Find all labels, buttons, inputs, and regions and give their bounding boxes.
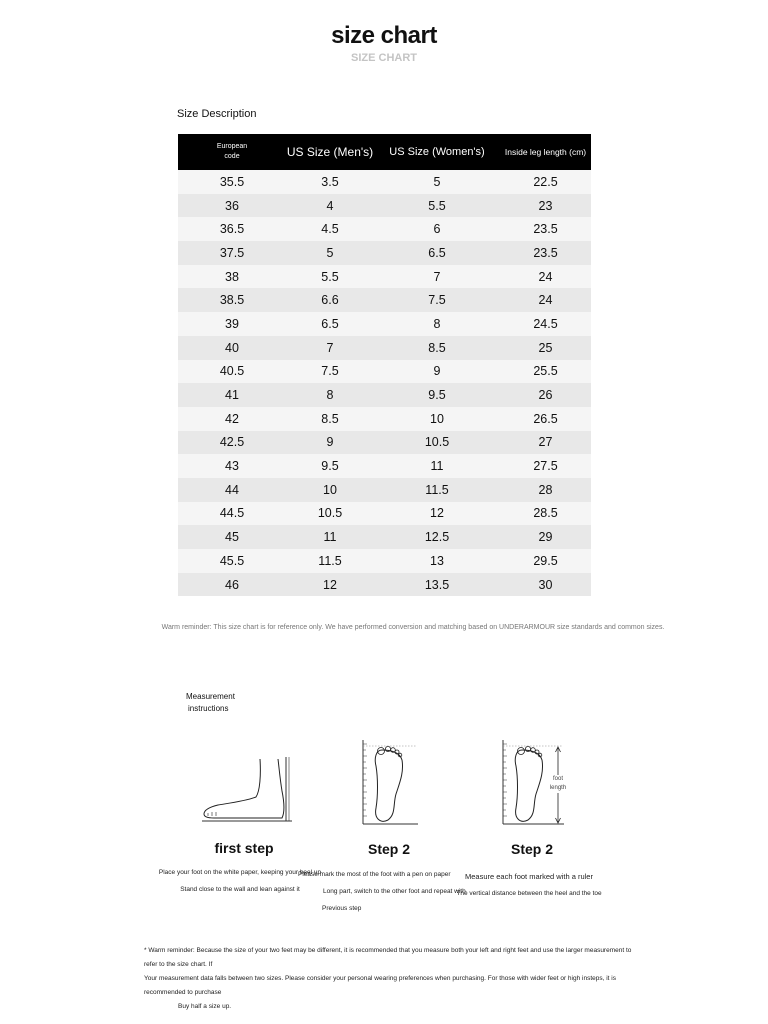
cell-leg-length: 29.5 bbox=[500, 549, 591, 573]
cell-european-code: 35.5 bbox=[178, 170, 286, 194]
header-us-men: US Size (Men's) bbox=[286, 134, 374, 170]
note-line1: * Warm reminder: Because the size of your two feet may be different, it is recommended that you measure both your left and right feet and use the larger measurement to refer to the size chart. If bbox=[144, 947, 632, 968]
cell-european-code: 36 bbox=[178, 194, 286, 218]
table-row bbox=[178, 383, 591, 407]
foot-length-label bbox=[545, 775, 571, 793]
cell-leg-length: 27 bbox=[500, 431, 591, 455]
cell-leg-length: 26.5 bbox=[500, 407, 591, 431]
table-row bbox=[178, 336, 591, 360]
cell-leg-length: 30 bbox=[500, 573, 591, 597]
table-row bbox=[178, 549, 591, 573]
cell-us-women: 10.5 bbox=[374, 431, 500, 455]
table-row bbox=[178, 525, 591, 549]
cell-leg-length: 22.5 bbox=[500, 170, 591, 194]
table-row bbox=[178, 217, 591, 241]
cell-leg-length: 23 bbox=[500, 194, 591, 218]
cell-european-code: 43 bbox=[178, 454, 286, 478]
cell-european-code: 37.5 bbox=[178, 241, 286, 265]
cell-european-code: 46 bbox=[178, 573, 286, 597]
step3-desc-line1: Measure each foot marked with a ruler bbox=[465, 872, 593, 881]
cell-us-women: 11 bbox=[374, 454, 500, 478]
cell-us-men: 9 bbox=[286, 431, 374, 455]
cell-us-women: 5 bbox=[374, 170, 500, 194]
table-row bbox=[178, 431, 591, 455]
cell-leg-length: 29 bbox=[500, 525, 591, 549]
cell-us-women: 10 bbox=[374, 407, 500, 431]
cell-european-code: 42.5 bbox=[178, 431, 286, 455]
step2-desc-line1: Please mark the most of the foot with a pen on paper bbox=[298, 871, 451, 878]
cell-european-code: 38 bbox=[178, 265, 286, 289]
header-leg-length: Inside leg length (cm) bbox=[500, 134, 591, 170]
foot-side-view-icon bbox=[200, 755, 300, 825]
cell-us-men: 9.5 bbox=[286, 454, 374, 478]
note-line3: Buy half a size up. bbox=[178, 1003, 232, 1010]
table-row bbox=[178, 502, 591, 526]
foot-length-label-line1: foot bbox=[552, 776, 563, 782]
foot-length-label-line2: length bbox=[549, 785, 567, 791]
measurement-label-line2: instructions bbox=[188, 704, 229, 713]
table-row bbox=[178, 312, 591, 336]
foot-top-view-icon bbox=[360, 738, 420, 828]
cell-european-code: 44.5 bbox=[178, 502, 286, 526]
cell-us-women: 8 bbox=[374, 312, 500, 336]
cell-european-code: 39 bbox=[178, 312, 286, 336]
cell-leg-length: 25.5 bbox=[500, 360, 591, 384]
cell-us-men: 10 bbox=[286, 478, 374, 502]
cell-us-women: 9.5 bbox=[374, 383, 500, 407]
cell-us-men: 4.5 bbox=[286, 217, 374, 241]
cell-leg-length: 26 bbox=[500, 383, 591, 407]
cell-us-women: 6 bbox=[374, 217, 500, 241]
header-european-code bbox=[178, 134, 286, 170]
cell-leg-length: 28 bbox=[500, 478, 591, 502]
step2-desc-line3: Previous step bbox=[322, 905, 362, 912]
table-row bbox=[178, 454, 591, 478]
cell-leg-length: 23.5 bbox=[500, 217, 591, 241]
cell-european-code: 40.5 bbox=[178, 360, 286, 384]
cell-us-men: 8 bbox=[286, 383, 374, 407]
section-label: Size Description bbox=[177, 108, 257, 120]
cell-european-code: 44 bbox=[178, 478, 286, 502]
page-subtitle: SIZE CHART bbox=[351, 52, 417, 64]
cell-us-women: 6.5 bbox=[374, 241, 500, 265]
measurement-label-line1: Measurement bbox=[186, 692, 235, 701]
cell-us-men: 4 bbox=[286, 194, 374, 218]
cell-us-women: 13.5 bbox=[374, 573, 500, 597]
measurement-label bbox=[186, 691, 235, 715]
table-row bbox=[178, 241, 591, 265]
cell-leg-length: 24 bbox=[500, 288, 591, 312]
reminder-top: Warm reminder: This size chart is for reference only. We have performed conversion and matching based on UNDERARMOUR size standards and common sizes. bbox=[161, 624, 665, 631]
cell-european-code: 45.5 bbox=[178, 549, 286, 573]
cell-us-men: 5.5 bbox=[286, 265, 374, 289]
cell-us-women: 12.5 bbox=[374, 525, 500, 549]
cell-european-code: 38.5 bbox=[178, 288, 286, 312]
cell-leg-length: 25 bbox=[500, 336, 591, 360]
cell-us-women: 5.5 bbox=[374, 194, 500, 218]
cell-leg-length: 24 bbox=[500, 265, 591, 289]
table-row bbox=[178, 360, 591, 384]
cell-us-men: 6.5 bbox=[286, 312, 374, 336]
cell-leg-length: 23.5 bbox=[500, 241, 591, 265]
step1-title: first step bbox=[214, 840, 274, 856]
step3-desc bbox=[439, 868, 619, 902]
header-eu-line1: European bbox=[216, 143, 248, 150]
table-row bbox=[178, 478, 591, 502]
cell-us-men: 6.6 bbox=[286, 288, 374, 312]
step3-desc-line2: The vertical distance between the heel and the toe bbox=[456, 890, 602, 897]
cell-us-men: 11.5 bbox=[286, 549, 374, 573]
cell-leg-length: 24.5 bbox=[500, 312, 591, 336]
cell-us-women: 7.5 bbox=[374, 288, 500, 312]
cell-us-women: 12 bbox=[374, 502, 500, 526]
table-row bbox=[178, 194, 591, 218]
cell-european-code: 42 bbox=[178, 407, 286, 431]
note-line2: Your measurement data falls between two sizes. Please consider your personal wearing preferences when purchasing. For those with wider feet or high insteps, it is recommended to purchase bbox=[144, 975, 616, 996]
table-row bbox=[178, 265, 591, 289]
cell-us-men: 12 bbox=[286, 573, 374, 597]
cell-us-women: 7 bbox=[374, 265, 500, 289]
cell-us-men: 7.5 bbox=[286, 360, 374, 384]
step2-desc-line2: Long part, switch to the other foot and repeat with bbox=[323, 888, 466, 895]
cell-european-code: 36.5 bbox=[178, 217, 286, 241]
cell-leg-length: 27.5 bbox=[500, 454, 591, 478]
step1-desc-line2: Stand close to the wall and lean against it bbox=[180, 886, 300, 893]
cell-us-women: 8.5 bbox=[374, 336, 500, 360]
cell-us-men: 5 bbox=[286, 241, 374, 265]
table-row bbox=[178, 573, 591, 597]
table-header-row bbox=[178, 134, 591, 170]
cell-us-men: 11 bbox=[286, 525, 374, 549]
table-row bbox=[178, 170, 591, 194]
cell-us-men: 10.5 bbox=[286, 502, 374, 526]
step1-desc-line1: Place your foot on the white paper, keeping your heel up bbox=[158, 869, 322, 876]
table-row bbox=[178, 407, 591, 431]
header-eu-line2: code bbox=[224, 153, 240, 160]
header-us-women: US Size (Women's) bbox=[374, 134, 500, 170]
step3-title: Step 2 bbox=[510, 841, 553, 857]
cell-us-women: 11.5 bbox=[374, 478, 500, 502]
cell-european-code: 40 bbox=[178, 336, 286, 360]
cell-us-women: 9 bbox=[374, 360, 500, 384]
cell-us-women: 13 bbox=[374, 549, 500, 573]
warm-reminder-note bbox=[144, 944, 634, 1014]
cell-us-men: 3.5 bbox=[286, 170, 374, 194]
cell-leg-length: 28.5 bbox=[500, 502, 591, 526]
cell-us-men: 8.5 bbox=[286, 407, 374, 431]
cell-us-men: 7 bbox=[286, 336, 374, 360]
step2-title: Step 2 bbox=[367, 841, 410, 857]
table-row bbox=[178, 288, 591, 312]
size-table bbox=[178, 134, 591, 596]
cell-european-code: 41 bbox=[178, 383, 286, 407]
page-title: size chart bbox=[331, 22, 437, 49]
cell-european-code: 45 bbox=[178, 525, 286, 549]
